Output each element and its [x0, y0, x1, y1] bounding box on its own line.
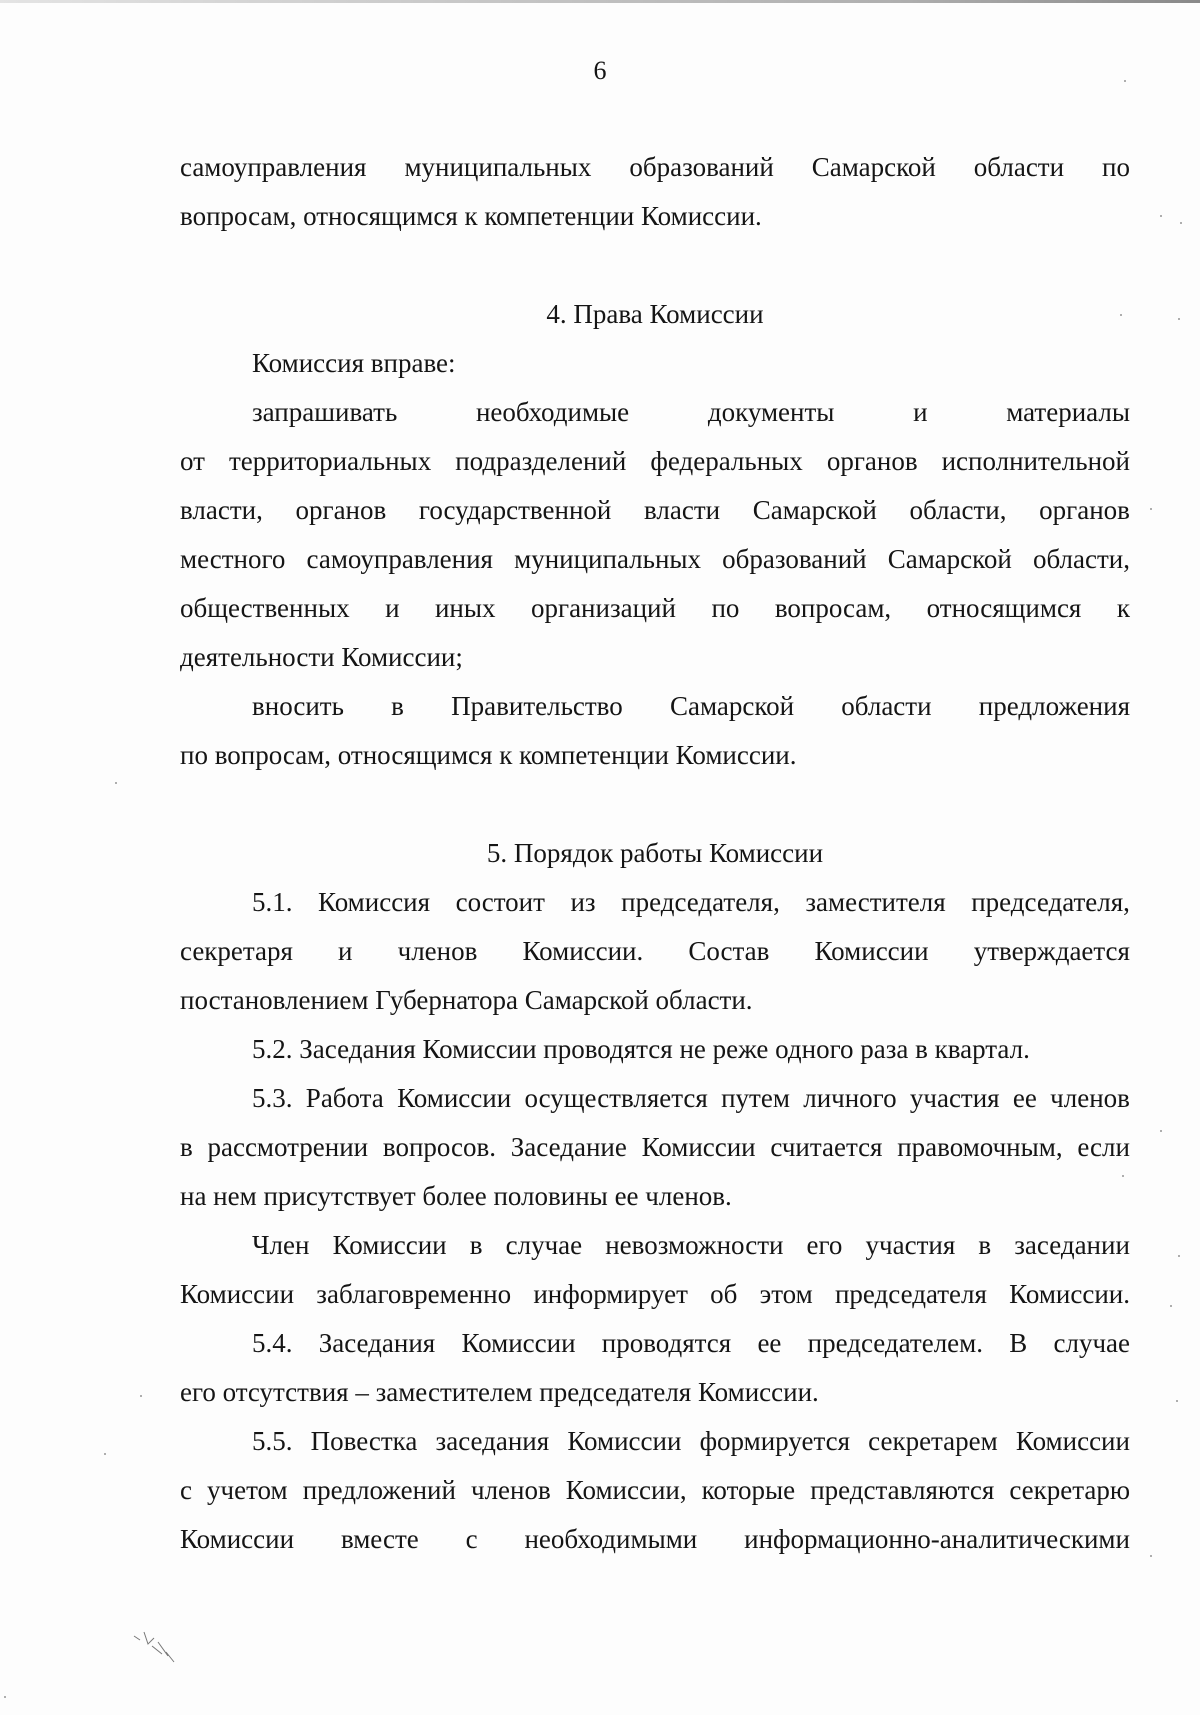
word: Комиссии	[180, 1279, 295, 1309]
scan-speck	[1160, 1130, 1162, 1132]
word: с	[465, 1524, 478, 1554]
word: формируется	[699, 1426, 850, 1456]
scan-speck	[1150, 508, 1152, 510]
word: Комиссии	[1015, 1426, 1130, 1456]
word: Комиссии	[397, 1083, 512, 1113]
scan-speck	[1124, 80, 1126, 82]
word: 5.3.	[252, 1083, 293, 1113]
word: Комиссия	[318, 887, 431, 917]
paragraph-line	[180, 143, 1130, 192]
paragraph-line: Комиссия вправе:	[252, 348, 456, 378]
word: власти	[644, 495, 721, 525]
word: федеральных	[650, 446, 803, 476]
paragraph-line	[180, 1221, 1130, 1270]
word: запрашивать	[252, 397, 398, 427]
word: иных	[434, 593, 496, 623]
word: к	[1116, 593, 1130, 623]
scan-speck	[1178, 1255, 1180, 1257]
word: муниципальных	[514, 544, 702, 574]
word: информационно-аналитическими	[744, 1524, 1130, 1554]
word: области	[841, 691, 932, 721]
word: Комиссии.	[522, 936, 644, 966]
word: председателя,	[971, 887, 1130, 917]
paragraph-line: его отсутствия – заместителем председателя Комиссии.	[180, 1377, 819, 1407]
paragraph-line: постановлением Губернатора Самарской области.	[180, 985, 753, 1015]
word: общественных	[180, 593, 350, 623]
paragraph-line	[180, 1319, 1130, 1368]
paragraph-line: на нем присутствует более половины ее членов.	[180, 1181, 732, 1211]
paragraph-line	[180, 437, 1130, 486]
word: предложений	[302, 1475, 456, 1505]
scan-speck	[1120, 314, 1122, 316]
word: заседания	[435, 1426, 550, 1456]
word: председателем.	[807, 1328, 983, 1358]
word: самоуправления	[306, 544, 493, 574]
word: Комиссии	[641, 1132, 756, 1162]
word: осуществляется	[524, 1083, 708, 1113]
word: в	[180, 1132, 193, 1162]
word: необходимые	[475, 397, 630, 427]
word: Комиссии,	[565, 1475, 687, 1505]
word: 5.1.	[252, 887, 293, 917]
word: правомочным,	[897, 1132, 1063, 1162]
page-number: 6	[593, 56, 607, 85]
word: органов	[1039, 495, 1130, 525]
scan-speck	[1122, 1175, 1124, 1177]
paragraph-line	[180, 927, 1130, 976]
word: местного	[180, 544, 286, 574]
word: органов	[826, 446, 918, 476]
word: членов	[471, 1475, 551, 1505]
word: 5.4.	[252, 1328, 293, 1358]
word: в	[978, 1230, 992, 1260]
scan-speck	[104, 1453, 106, 1455]
word: утверждается	[973, 936, 1130, 966]
word: Комиссии	[814, 936, 929, 966]
paragraph-line	[180, 1270, 1130, 1319]
word: Заседание	[510, 1132, 627, 1162]
word: рассмотрении	[207, 1132, 369, 1162]
word: от	[180, 446, 205, 476]
word: Самарской	[811, 152, 936, 182]
word: председателя,	[621, 887, 780, 917]
word: случае	[1053, 1328, 1130, 1358]
word: подразделений	[455, 446, 627, 476]
word: личного	[803, 1083, 897, 1113]
word: Состав	[688, 936, 770, 966]
paragraph-line	[180, 1123, 1130, 1172]
word: состоит	[455, 887, 545, 917]
word: из	[570, 887, 596, 917]
word: самоуправления	[180, 152, 367, 182]
word: 5.5.	[252, 1426, 293, 1456]
paragraph-line	[180, 1074, 1130, 1123]
word: случае	[505, 1230, 583, 1260]
scan-speck	[1170, 1305, 1172, 1307]
word: Правительство	[451, 691, 623, 721]
scan-speck	[4, 1696, 6, 1698]
word: секретаря	[180, 936, 293, 966]
word: секретарю	[1009, 1475, 1130, 1505]
word: организаций	[531, 593, 676, 623]
word: образований	[722, 544, 867, 574]
word: необходимыми	[524, 1524, 698, 1554]
word: исполнительной	[941, 446, 1130, 476]
word: его	[806, 1230, 843, 1260]
paragraph-line	[180, 682, 1130, 731]
paragraph-line	[180, 1417, 1130, 1466]
scan-speck	[1150, 1555, 1152, 1557]
word: заместителя	[805, 887, 946, 917]
word: Член	[252, 1230, 310, 1260]
word: учетом	[207, 1475, 288, 1505]
scan-top-edge	[0, 0, 1200, 3]
scan-speck	[115, 782, 117, 784]
word: области	[973, 152, 1065, 182]
word: проводятся	[601, 1328, 732, 1358]
word: области,	[1032, 544, 1130, 574]
word: в	[469, 1230, 483, 1260]
word: председателя	[834, 1279, 987, 1309]
word: Комиссии	[180, 1524, 295, 1554]
word: власти,	[180, 495, 263, 525]
paragraph-line	[180, 1466, 1130, 1515]
word: муниципальных	[404, 152, 592, 182]
paragraph-line: по вопросам, относящимся к компетенции Комиссии.	[180, 740, 797, 770]
word: секретарем	[868, 1426, 998, 1456]
word: об	[710, 1279, 738, 1309]
word: считается	[770, 1132, 883, 1162]
paragraph-line	[180, 535, 1130, 584]
word: которые	[701, 1475, 796, 1505]
word: органов	[295, 495, 387, 525]
word: участия	[865, 1230, 956, 1260]
word: и	[338, 936, 353, 966]
paragraph-line	[180, 878, 1130, 927]
paragraph-line	[180, 1515, 1130, 1564]
word: участия	[909, 1083, 1000, 1113]
word: вносить	[252, 691, 344, 721]
word: области,	[909, 495, 1007, 525]
word: Самарской	[669, 691, 795, 721]
word: членов	[397, 936, 478, 966]
document-body	[180, 143, 1130, 1564]
section-heading: 4. Права Комиссии	[546, 299, 764, 329]
word: ее	[1012, 1083, 1037, 1113]
word: невозможности	[605, 1230, 784, 1260]
scan-speck	[1180, 222, 1182, 224]
word: если	[1077, 1132, 1130, 1162]
scan-speck	[1160, 215, 1162, 217]
word: заблаговременно	[316, 1279, 512, 1309]
word: Самарской	[752, 495, 877, 525]
word: этом	[759, 1279, 813, 1309]
word: территориальных	[228, 446, 432, 476]
word: Самарской	[887, 544, 1012, 574]
word: образований	[629, 152, 774, 182]
scan-speck	[1176, 1400, 1178, 1402]
word: заседании	[1014, 1230, 1130, 1260]
paragraph-line: 5.2. Заседания Комиссии проводятся не реже одного раза в квартал.	[252, 1034, 1030, 1064]
word: Комиссии	[567, 1426, 682, 1456]
word: относящимся	[926, 593, 1082, 623]
word: с	[180, 1475, 192, 1505]
word: путем	[721, 1083, 790, 1113]
scan-speck	[140, 1395, 142, 1397]
word: предложения	[978, 691, 1130, 721]
word: материалы	[1006, 397, 1130, 427]
word: вопросов.	[382, 1132, 497, 1162]
word: вместе	[340, 1524, 419, 1554]
paragraph-line	[180, 486, 1130, 535]
paragraph-line: деятельности Комиссии;	[180, 642, 463, 672]
word: Работа	[305, 1083, 384, 1113]
word: Комиссии	[461, 1328, 576, 1358]
word: в	[391, 691, 404, 721]
word: государственной	[418, 495, 612, 525]
word: Заседания	[318, 1328, 436, 1358]
word: Комиссии.	[1009, 1279, 1130, 1309]
word: Комиссии	[332, 1230, 447, 1260]
word: ее	[757, 1328, 782, 1358]
scan-mark	[128, 1622, 188, 1672]
paragraph-line	[180, 584, 1130, 633]
word: В	[1009, 1328, 1028, 1358]
word: документы	[707, 397, 835, 427]
word: информирует	[533, 1279, 688, 1309]
section-heading: 5. Порядок работы Комиссии	[486, 838, 824, 868]
word: и	[385, 593, 400, 623]
word: представляются	[810, 1475, 995, 1505]
scan-speck	[1178, 318, 1180, 320]
word: членов	[1050, 1083, 1130, 1113]
word: вопросам,	[774, 593, 892, 623]
word: Повестка	[310, 1426, 418, 1456]
word: по	[1102, 152, 1130, 182]
word: по	[711, 593, 740, 623]
paragraph-line	[180, 388, 1130, 437]
paragraph-line: вопросам, относящимся к компетенции Комиссии.	[180, 201, 762, 231]
word: и	[913, 397, 928, 427]
